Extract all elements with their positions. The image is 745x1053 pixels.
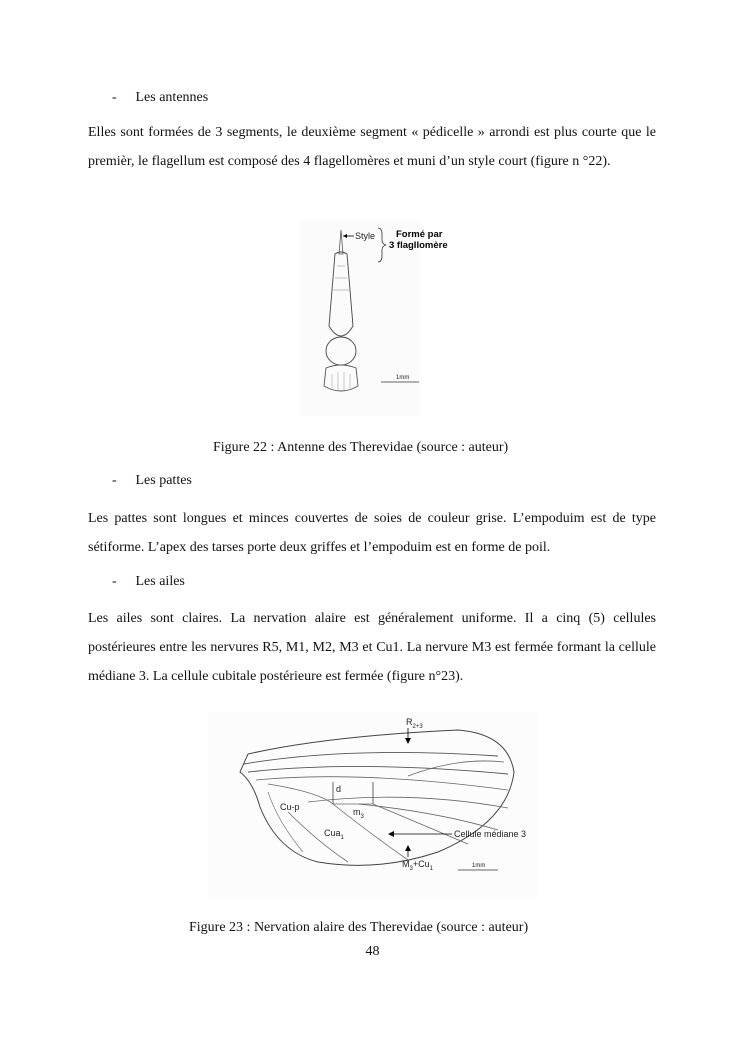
page-number: 48 — [365, 944, 380, 959]
bullet-dash: - — [112, 473, 117, 488]
paragraph-antennes: Elles sont formées de 3 segments, le deuxième segment « pédicelle » arrondi est plus courte que le premièr, le flagellum est composé des 4 flagellomères et muni d’un style court (figure n °22). — [88, 125, 656, 169]
heading-antennes: Les antennes — [135, 90, 209, 105]
figure23-caption: Figure 23 : Nervation alaire des Therevidae (source : auteur) — [189, 920, 529, 935]
heading-ailes: Les ailes — [135, 574, 185, 589]
wing-drawing — [208, 712, 538, 897]
bullet-dash: - — [112, 574, 117, 589]
scale-label: 1mm — [472, 863, 486, 869]
bullet-pattes — [112, 473, 192, 489]
label-forme-2: 3 flagllomère — [389, 240, 448, 251]
label-m3: $m_3$ — [353, 807, 364, 820]
paragraph-pattes: Les pattes sont longues et minces couvertes de soies de couleur grise. L’empoduim est de type sétiforme. L’apex des tarses porte deux griffes et l’empoduim est en forme de poil. — [88, 511, 656, 555]
label-forme-1: Formé par — [396, 229, 443, 240]
label-r23: $R_{2+3}$ — [406, 717, 423, 730]
bullet-dash: - — [112, 90, 117, 105]
label-cua1: Cua$_1$ — [324, 828, 344, 841]
heading-pattes: Les pattes — [135, 473, 192, 488]
figure22-caption: Figure 22 : Antenne des Therevidae (source : auteur) — [213, 440, 509, 455]
bullet-antennes — [112, 90, 208, 106]
figure-wing — [208, 712, 538, 897]
scale-label: 1mm — [396, 375, 410, 381]
label-cellule-mediane: Cellule médiane 3 — [454, 829, 527, 839]
bullet-ailes — [112, 574, 185, 590]
figure-antenna — [286, 218, 466, 418]
label-cup: Cu-p — [280, 802, 300, 812]
antenna-drawing — [286, 218, 466, 418]
label-m3cu1: $M_3+Cu_1$ — [402, 859, 433, 872]
paragraph-ailes: Les ailes sont claires. La nervation alaire est généralement uniforme. Il a cinq (5) cellules postérieures entre les nervures R5, M1, M2, M3 et Cu1. La nervure M3 est fermée formant la cellule médiane 3. La cellule cubitale postérieure est fermée (figure n°23). — [88, 611, 656, 684]
label-style: Style — [355, 231, 376, 241]
label-d: d — [336, 784, 342, 794]
